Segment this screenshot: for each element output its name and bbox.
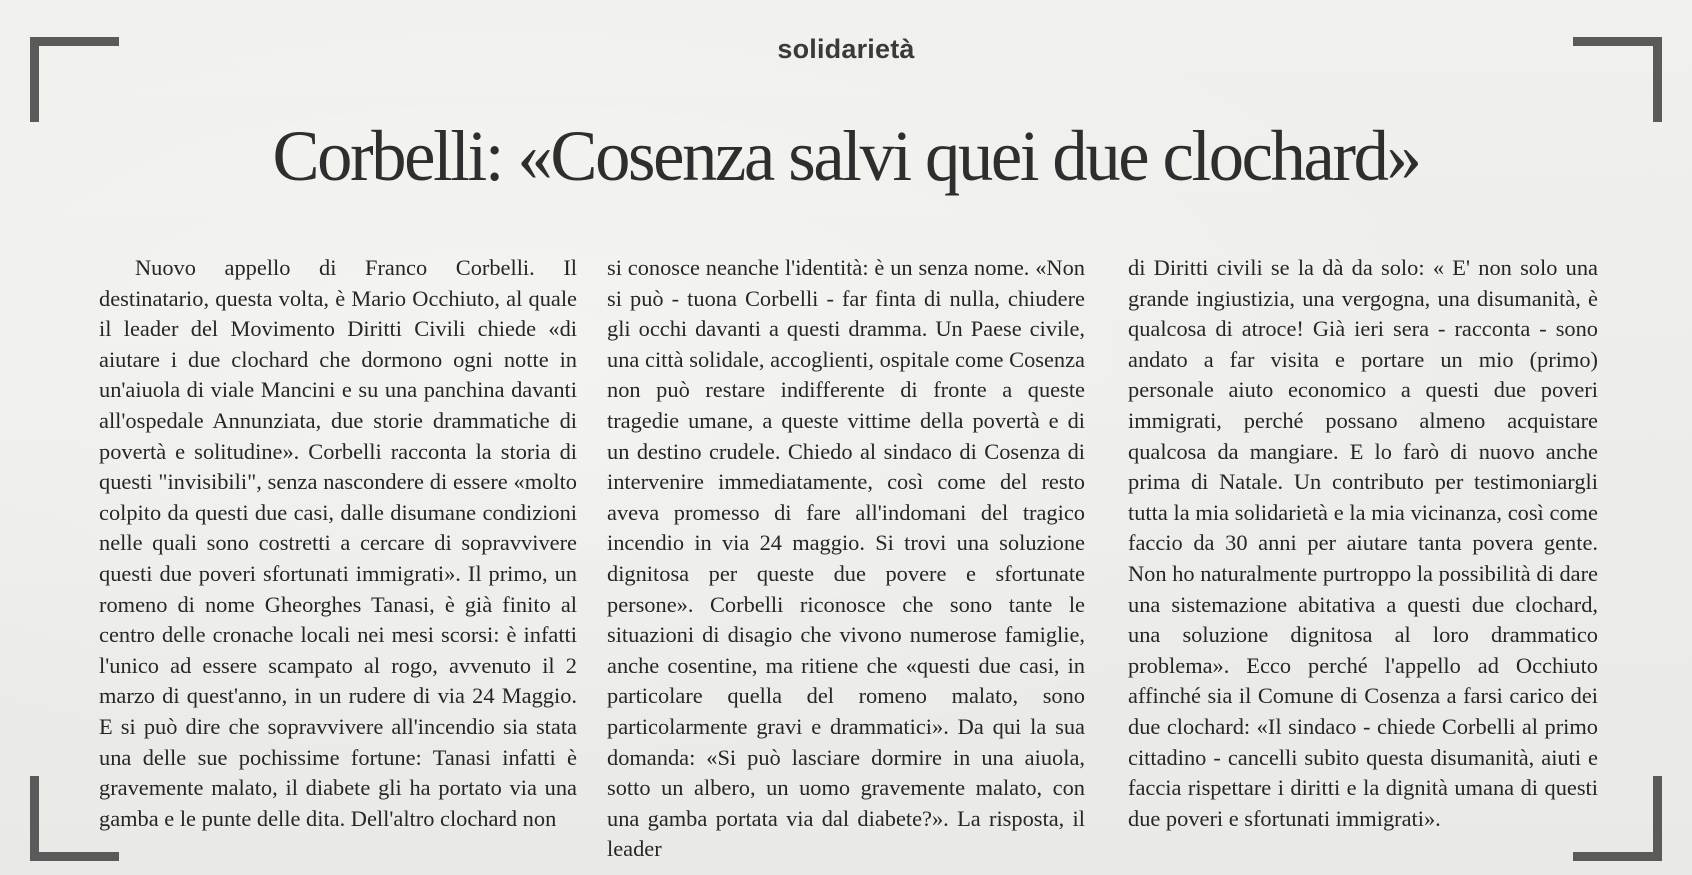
article-headline: Corbelli: «Cosenza salvi quei due clochard» (272, 116, 1420, 196)
article-column-3 (1128, 253, 1598, 834)
article-column-1 (99, 253, 577, 834)
column-3-text: di Diritti civili se la dà da solo: « E' non solo una grande ingiustizia, una vergogna, una disumanità, è qualcosa di atroce! Già ieri sera - racconta - sono andato a far visita e portare un mio (primo) personale aiuto economico a questi due poveri immigrati, perché possano almeno acquistare qualcosa da mangiare. E lo farò di nuovo anche prima di Natale. Un contributo per testimoniargli tutta la mia solidarietà e la mia vicinanza, così come faccio da 30 anni per aiutare tanta povera gente. Non ho naturalmente purtroppo la possibilità di dare una sistemazione abitativa a questi due clochard, una soluzione dignitosa al loro drammatico problema». Ecco perché l'appello ad Occhiuto affinché sia il Comune di Cosenza a farsi carico dei due clochard: «Il sindaco - chiede Corbelli al primo cittadino - cancelli subito questa disumanità, aiuti e faccia rispettare i diritti e la dignità umana di questi due poveri e sfortunati immigrati». (1128, 255, 1598, 831)
article-column-2 (607, 253, 1085, 865)
article-body (0, 253, 1692, 862)
column-2-text: si conosce neanche l'identità: è un senza nome. «Non si può - tuona Corbelli - far finta di nulla, chiudere gli occhi davanti a questi dramma. Un Paese civile, una città solidale, accoglienti, ospitale come Cosenza non può restare indifferente di fronte a queste tragedie umane, a queste vittime della povertà e di un destino crudele. Chiedo al sindaco di Cosenza di intervenire immediatamente, così come del resto aveva promesso di fare all'indomani del tragico incendio in via 24 maggio. Si trovi una soluzione dignitosa per queste due povere e sfortunate persone». Corbelli riconosce che sono tante le situazioni di disagio che vivono numerose famiglie, anche cosentine, ma ritiene che «questi due casi, in particolare quella del romeno malato, sono particolarmente gravi e drammatici». Da qui la sua domanda: «Si può lasciare dormire in una aiuola, sotto un albero, un uomo gravemente malato, con una gamba portata via dal diabete?». La risposta, il leader (607, 255, 1085, 862)
section-kicker: solidarietà (777, 34, 915, 64)
column-1-text: Nuovo appello di Franco Corbelli. Il destinatario, questa volta, è Mario Occhiuto, al quale il leader del Movimento Diritti Civili chiede «di aiutare i due clochard che dormono ogni notte in un'aiuola di viale Mancini e su una panchina davanti all'ospedale Annunziata, due storie drammatiche di povertà e solitudine». Corbelli racconta la storia di questi "invisibili", senza nascondere di essere «molto colpito da questi due casi, dalle disumane condizioni nelle quali sono costretti a cercare di sopravvivere questi due poveri sfortunati immigrati». Il primo, un romeno di nome Gheorghes Tanasi, è già finito al centro delle cronache locali nei mesi scorsi: è infatti l'unico ad essere scampato al rogo, avvenuto il 2 marzo di quest'anno, in un rudere di via 24 Maggio. E si può dire che sopravvivere all'incendio sia stata una delle sue pochissime fortune: Tanasi infatti è gravemente malato, il diabete gli ha portato via una gamba e le punte delle dita. Dell'altro clochard non (99, 255, 577, 831)
